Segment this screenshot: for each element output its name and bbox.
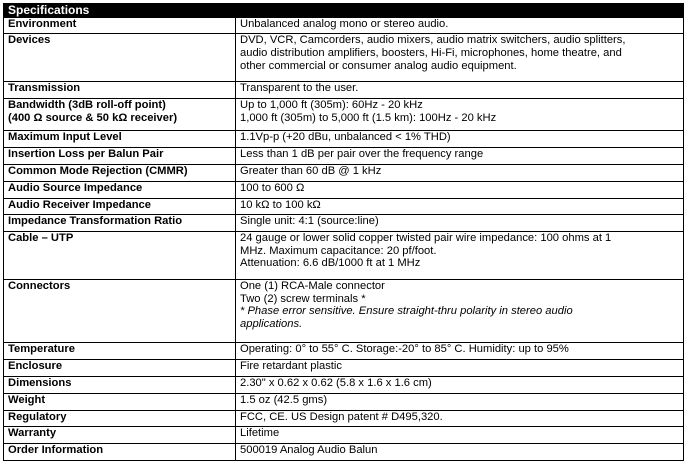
spec-label [4,17,236,34]
spec-value [236,444,684,461]
spec-label [4,198,236,215]
spec-label-line: Environment [8,17,77,30]
spec-value [236,410,684,427]
spec-value-line: Fire retardant plastic [240,360,342,373]
spec-note-line: applications. [240,317,303,330]
spec-value [236,376,684,393]
table-row [4,444,684,461]
table-row [4,279,684,342]
spec-value-line: Two (2) screw terminals * [240,292,366,305]
spec-value-line: FCC, CE. US Design patent # D495,320. [240,410,443,423]
spec-label-line: (400 Ω source & 50 kΩ receiver) [8,111,178,124]
spec-label-line: Enclosure [8,360,63,373]
spec-value [236,393,684,410]
spec-value [236,232,684,280]
table-row [4,131,684,148]
spec-label-line: Connectors [8,279,71,292]
spec-label-line: Audio Receiver Impedance [8,198,152,211]
spec-value [236,360,684,377]
spec-label-line: Transmission [8,82,81,95]
spec-value [236,99,684,131]
spec-value [236,17,684,34]
spec-label-line: Order Information [8,444,104,457]
spec-value [236,181,684,198]
spec-label [4,164,236,181]
spec-value [236,279,684,342]
spec-value [236,215,684,232]
spec-value-line: 500019 Analog Audio Balun [240,444,378,457]
spec-label-line: Insertion Loss per Balun Pair [8,148,164,161]
table-row [4,376,684,393]
table-row [4,148,684,165]
spec-label [4,279,236,342]
table-row [4,181,684,198]
spec-label [4,82,236,99]
spec-value-line: Transparent to the user. [240,82,359,95]
spec-value [236,34,684,82]
specifications-table [3,3,684,461]
spec-value-line: 1,000 ft (305m) to 5,000 ft (1.5 km): 100Hz - 20 kHz [240,111,497,124]
spec-label [4,393,236,410]
spec-value-line: 2.30" x 0.62 x 0.62 (5.8 x 1.6 x 1.6 cm) [240,376,432,389]
spec-value-line: Lifetime [240,427,280,440]
spec-label [4,215,236,232]
spec-label-line: Maximum Input Level [8,131,122,144]
table-row [4,164,684,181]
spec-value-line: MHz. Maximum capacitance: 20 pf/foot. [240,244,437,257]
spec-value-line: Unbalanced analog mono or stereo audio. [240,17,449,30]
table-header-row [4,4,684,18]
spec-label [4,376,236,393]
spec-label-line: Bandwidth (3dB roll-off point) [8,99,166,112]
spec-label [4,427,236,444]
spec-label [4,34,236,82]
spec-label-line: Devices [8,34,51,47]
spec-value-line: 100 to 600 Ω [240,181,305,194]
spec-value [236,198,684,215]
spec-value-line: Less than 1 dB per pair over the frequency range [240,148,484,161]
spec-label [4,410,236,427]
spec-label-line: Common Mode Rejection (CMMR) [8,164,188,177]
spec-value-line: audio distribution amplifiers, boosters, Hi-Fi, microphones, home theatre, and [240,46,622,59]
table-title: Specifications [4,4,684,18]
spec-label [4,181,236,198]
spec-value-line: other commercial or consumer analog audio equipment. [240,59,517,72]
spec-label [4,360,236,377]
spec-value [236,82,684,99]
table-row [4,99,684,131]
table-row [4,198,684,215]
spec-value-line: One (1) RCA-Male connector [240,279,385,292]
spec-label [4,99,236,131]
table-row [4,17,684,34]
spec-label-line: Cable – UTP [8,232,74,245]
spec-value-line: 10 kΩ to 100 kΩ [240,198,321,211]
table-row [4,360,684,377]
spec-label [4,232,236,280]
spec-value-line: 1.1Vp-p (+20 dBu, unbalanced < 1% THD) [240,131,451,144]
spec-label [4,148,236,165]
table-row [4,393,684,410]
table-row [4,410,684,427]
table-row [4,427,684,444]
spec-label-line: Audio Source Impedance [8,181,143,194]
spec-value-line: Greater than 60 dB @ 1 kHz [240,164,382,177]
table-body [4,17,684,460]
spec-value-line: Up to 1,000 ft (305m): 60Hz - 20 kHz [240,99,423,112]
spec-value [236,164,684,181]
spec-value [236,343,684,360]
spec-value [236,427,684,444]
spec-value-line: Attenuation: 6.6 dB/1000 ft at 1 MHz [240,257,421,270]
spec-label-line: Regulatory [8,410,67,423]
spec-label-line: Impedance Transformation Ratio [8,215,183,228]
spec-label [4,131,236,148]
table-row [4,232,684,280]
spec-label-line: Weight [8,393,46,406]
spec-note-line: * Phase error sensitive. Ensure straight-thru polarity in stereo audio [240,305,573,318]
spec-value [236,131,684,148]
spec-label-line: Dimensions [8,376,72,389]
table-row [4,34,684,82]
spec-value-line: Single unit: 4:1 (source:line) [240,215,379,228]
spec-value-line: DVD, VCR, Camcorders, audio mixers, audio matrix switchers, audio splitters, [240,34,626,47]
table-row [4,215,684,232]
spec-label-line: Warranty [8,427,57,440]
table-row [4,343,684,360]
spec-label-line: Temperature [8,343,75,356]
spec-label [4,444,236,461]
spec-value-line: Operating: 0° to 55° C. Storage:-20° to 85° C. Humidity: up to 95% [240,343,569,356]
spec-value-line: 1.5 oz (42.5 gms) [240,393,328,406]
spec-value-line: 24 gauge or lower solid copper twisted pair wire impedance: 100 ohms at 1 [240,232,612,245]
spec-value [236,148,684,165]
table-row [4,82,684,99]
spec-label [4,343,236,360]
